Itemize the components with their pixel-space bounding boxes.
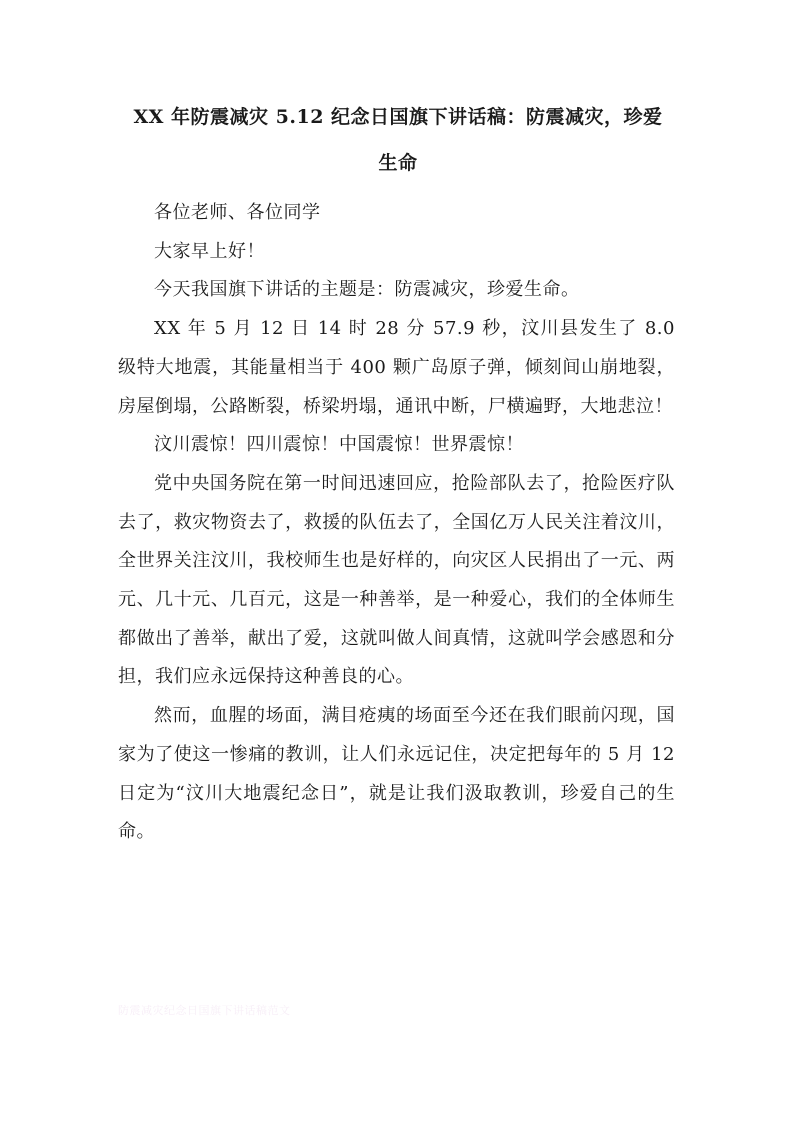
- document-body: [118, 194, 675, 852]
- paragraph-earthquake: XX 年 5 月 12 日 14 时 28 分 57.9 秒，汶川县发生了 8.0 级特大地震，其能量相当于 400 颗广岛原子弹，倾刻间山崩地裂，房屋倒塌，公路断裂，桥梁坍塌，通讯中断，尸横遍野，大地悲泣！: [118, 318, 675, 417]
- paragraph-greeting: 各位老师、各位同学: [154, 202, 321, 223]
- paragraph-shock: 汶川震惊！四川震惊！中国震惊！世界震惊！: [154, 434, 524, 456]
- paragraph-memorial: 然而，血腥的场面，满目疮痍的场面至今还在我们眼前闪现，国家为了使这一惨痛的教训，让人们永远记住，决定把每年的 5 月 12 日定为“汶川大地震纪念日”，就是让我们汲取教训，珍爱自己的生命。: [118, 705, 675, 843]
- watermark-text: 防震减灾纪念日国旗下讲话稿范文: [118, 1004, 291, 1017]
- title-line-1: XX 年防震减灾 5.12 纪念日国旗下讲话稿：防震减灾，珍爱: [133, 106, 663, 128]
- document-title: [118, 94, 678, 186]
- paragraph-response: 党中央国务院在第一时间迅速回应，抢险部队去了，抢险医疗队去了，救灾物资去了，救援的队伍去了，全国亿万人民关注着汶川，全世界关注汶川，我校师生也是好样的，向灾区人民捐出了一元、两元、几十元、几百元，这是一种善举，是一种爱心，我们的全体师生都做出了善举，献出了爱，这就叫做人间真情，这就叫学会感恩和分担，我们应永远保持这种善良的心。: [118, 472, 675, 688]
- paragraph-morning: 大家早上好！: [154, 240, 265, 262]
- paragraph-theme: 今天我国旗下讲话的主题是：防震减灾，珍爱生命。: [154, 279, 580, 301]
- title-line-2: 生命: [378, 152, 418, 174]
